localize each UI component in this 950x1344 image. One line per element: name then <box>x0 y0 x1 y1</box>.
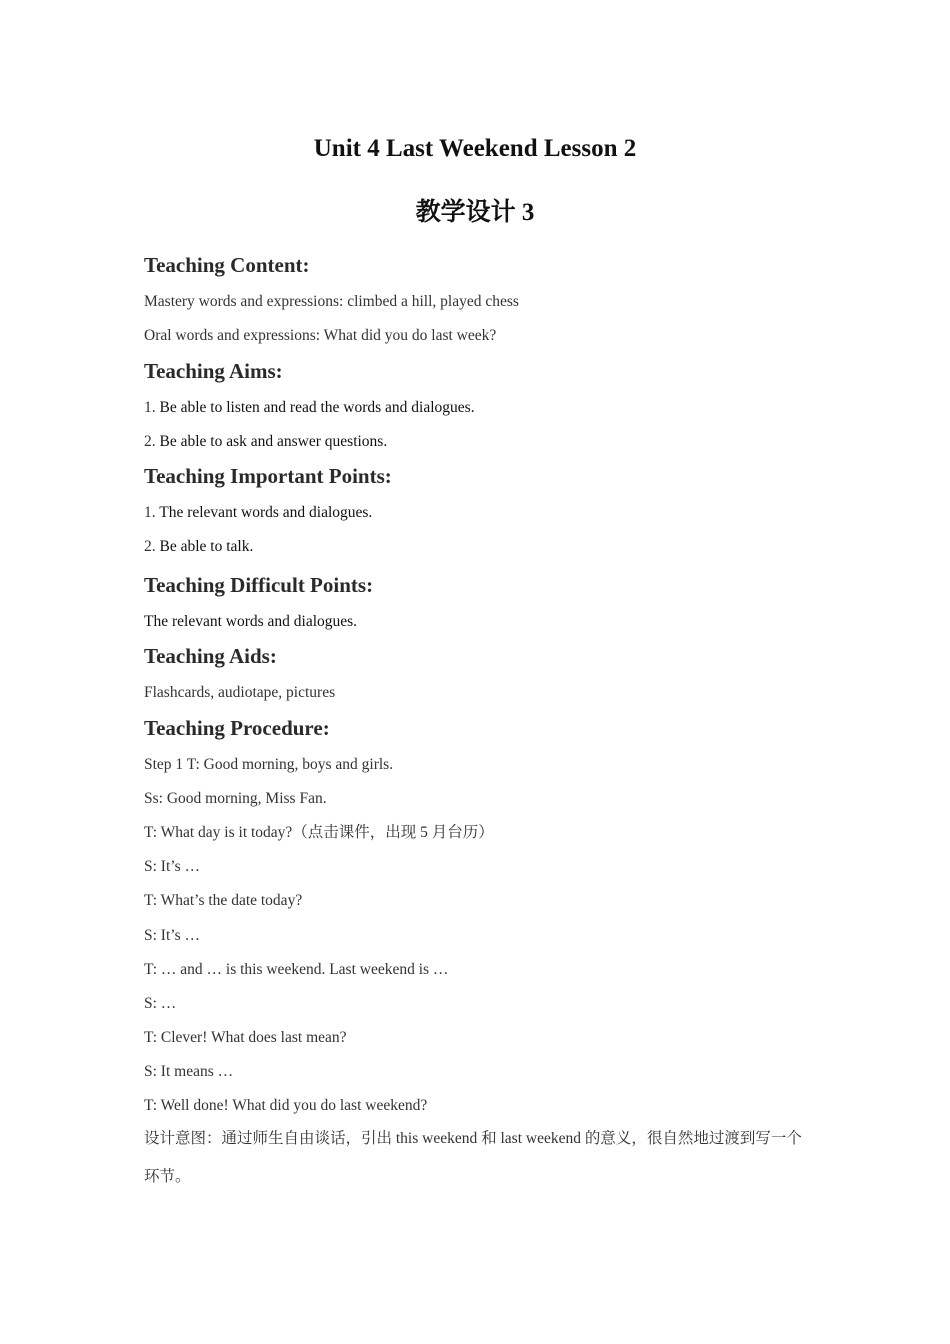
heading-teaching-aids: Teaching Aids: <box>144 644 277 668</box>
aims-item <box>144 398 475 418</box>
procedure-line: T: Clever! What does last mean? <box>144 1029 347 1046</box>
aims-item-text: Be able to listen and read the words and dialogues. <box>159 399 475 416</box>
procedure-line: Ss: Good morning, Miss Fan. <box>144 790 327 807</box>
aims-item-number: 2. <box>144 433 156 450</box>
important-item-number: 1. <box>144 504 156 521</box>
aims-item <box>144 432 387 452</box>
heading-teaching-important-points: Teaching Important Points: <box>144 464 392 488</box>
important-item-text: The relevant words and dialogues. <box>159 504 373 521</box>
procedure-line: T: What’s the date today? <box>144 892 303 909</box>
procedure-line: S: It means … <box>144 1063 234 1080</box>
important-item <box>144 537 253 557</box>
procedure-line: S: It’s … <box>144 927 200 944</box>
heading-teaching-difficult-points: Teaching Difficult Points: <box>144 573 374 597</box>
procedure-line: T: Well done! What did you do last weekend? <box>144 1097 428 1114</box>
design-intent-note: 设计意图：通过师生自由谈话，引出 this weekend 和 last weekend 的意义，很自然地过渡到写一个环节。 <box>144 1130 802 1185</box>
important-item-number: 2. <box>144 538 156 555</box>
procedure-line: S: It’s … <box>144 858 200 875</box>
procedure-line: T: … and … is this weekend. Last weekend is … <box>144 961 449 978</box>
difficult-text: The relevant words and dialogues. <box>144 613 358 630</box>
document-title: Unit 4 Last Weekend Lesson 2 <box>313 135 637 162</box>
important-item <box>144 503 372 523</box>
content-line: Oral words and expressions: What did you do last week? <box>144 327 497 344</box>
aids-text: Flashcards, audiotape, pictures <box>144 684 336 701</box>
heading-teaching-aims: Teaching Aims: <box>144 359 283 383</box>
procedure-line: S: … <box>144 995 177 1012</box>
heading-teaching-procedure: Teaching Procedure: <box>144 716 330 740</box>
document-subtitle: 教学设计 3 <box>415 199 535 226</box>
procedure-line: Step 1 T: Good morning, boys and girls. <box>144 756 394 773</box>
procedure-line: T: What day is it today?（点击课件，出现 5 月台历） <box>144 824 494 841</box>
important-item-text: Be able to talk. <box>159 538 254 555</box>
aims-item-number: 1. <box>144 399 156 416</box>
heading-teaching-content: Teaching Content: <box>144 253 310 277</box>
content-line: Mastery words and expressions: climbed a hill, played chess <box>144 293 519 310</box>
aims-item-text: Be able to ask and answer questions. <box>159 433 388 450</box>
